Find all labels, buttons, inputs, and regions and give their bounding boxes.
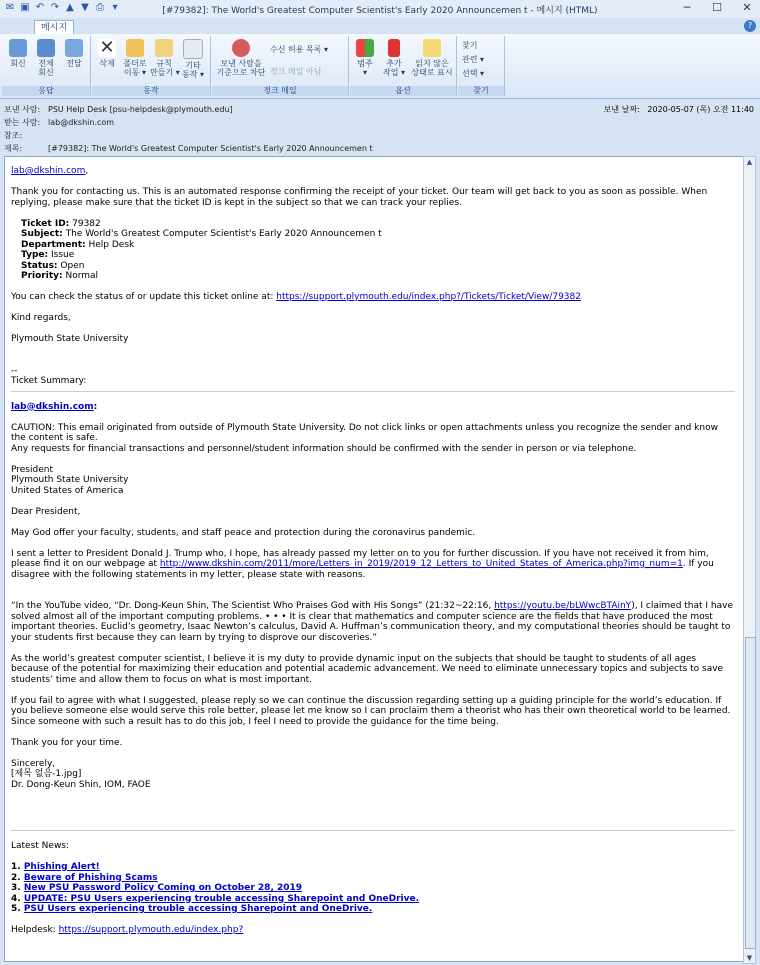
cc-label: 참조: xyxy=(4,131,23,140)
group-label: 정크 메일 xyxy=(212,86,348,96)
block-sender-icon xyxy=(232,39,250,57)
delete-button[interactable]: ✕ 삭제 xyxy=(99,37,115,68)
to-value[interactable]: lab@dkshin.com xyxy=(48,118,115,127)
ticket-details: Ticket ID: 79382 Subject: The World's Greatest Computer Scientist's Early 2020 Announcemen t Department: Help Desk Type: Issue Status: Open Priority: Normal xyxy=(21,218,382,281)
minimize-icon[interactable]: ─ xyxy=(683,1,691,14)
help-icon[interactable]: ? xyxy=(744,20,756,32)
group-label: 찾기 xyxy=(458,86,504,96)
reply-icon xyxy=(9,39,27,57)
from-label: 보낸 사람: xyxy=(4,105,41,114)
attachment-placeholder: [제목 없음-1.jpg] xyxy=(11,769,82,779)
message-body[interactable]: lab@dkshin.com, Thank you for contacting us. This is an automated response confirming the receipt of your ticket. Our team will get back to you as soon as possible. When replying, please make sure that the ticket ID is kept in the subject so that we can track your replies. Ticket ID: 79382 Subject: The World's Greatest Computer Scientist's Early 2020 Announcemen t Department: Help Desk Type: Issue Status: Open Priority: Normal You can check the status of or update this ticket online at: https://support.plymouth.edu/index.php?/Tickets/Ticket/View/79382 Kind regards, Plymouth State University -- Ticket Summary: lab@dkshin.com: CAUTION: This email originated from outside of Plymouth State University. Do not click links or open attachments unless you recognize the sender and know the content is safe. Any requests for financial transactions and personnel/student information should be confirmed with the sender in person or via telephone. President Plymouth State University United States of America Dear President, May God offer your faculty, students, and staff peace and protection during the coronavirus pandemic. I sent a letter to President Donald J. Trump who, I hope, has already passed my letter on to you for further discussion. If you have not received it from him, please find it on our webpage at http://www.dkshin.com/2011/more/Letters_in_2019/2019_12_Letters_to_United_States_of_America.php?img_num=1. If you disagree with the following statements in my letter, please state with reasons. “In the YouTube video, “Dr. Dong-Keun Shin, The Scientist Who Praises God with His Songs” (21:32~22:16, https://youtu.be/bLWwcBTAinY), I claimed that I have solved almost all of the important computing problems. • • • It is clear that mathematics and computer science are the fields that have produced the most important theories. Euclid’s geometry, Isaac Newton’s calculus, David A. Huffman’s communication theory, and my computational theories should be taught to your students first because they can learn by trying to disprove our discoveries.” As the world’s greatest computer scientist, I believe it is my duty to provide dynamic input on the subjects that should be taught to students of all ages because of the potential for maximizing their education and potential academic advancement. We need to eliminate unnecessary topics and subjects to save students’ time and allow them to focus on what is most important. If you fail to agree with what I suggested, please reply so we can continue the discussion regarding setting up a guiding principle for the world’s education. If you believe someone else would serve this role better, please let me know so I can proclaim them a theorist who has their own theoretical world to be learned. Since someone with such a result has to do this job, I feel I need to provide the guidance for the time being. Thank you for your time. Sincerely, [제목 없음-1.jpg] Dr. Dong-Keun Shin, IOM, FAOE Latest News: 1. Phishing Alert! 2. Beware of Phishing Scams 3. New PSU Password Policy Coming on October 28, 2019 4. UPDATE: PSU Users experiencing trouble accessing Sharepoint and OneDrive. 5. PSU Users experiencing trouble accessing Sharepoint and OneDrive. Helpdesk: https://support.plymouth.edu/index.php? xyxy=(4,156,746,962)
address-line: President xyxy=(11,464,53,475)
closing: Sincerely, xyxy=(11,758,56,769)
subject-value: [#79382]: The World's Greatest Computer Scientist's Early 2020 Announcemen t xyxy=(48,144,373,153)
redo-icon[interactable]: ↷ xyxy=(50,2,60,13)
down-arrow-icon[interactable]: ▼ xyxy=(81,2,89,13)
delete-icon: ✕ xyxy=(99,37,115,58)
regards-text: Kind regards, xyxy=(11,313,71,323)
paragraph: If you fail to agree with what I suggested, please reply so we can continue the discussion regarding setting up a guiding principle for the world’s education. If you believe someone else would serve this role better, please let me know so I can proclaim them a theorist who has their own theoretical world to be learned. Since someone with such a result has to do this job, I feel I need to provide the guidance for the time being. xyxy=(11,695,731,727)
reply-all-icon xyxy=(37,39,55,57)
reply-all-button[interactable]: 전체 회신 xyxy=(32,39,60,77)
news-title: Latest News: xyxy=(11,841,70,851)
scrollbar-thumb[interactable] xyxy=(745,637,756,949)
paragraph: Thank you for your time. xyxy=(11,737,123,748)
scroll-up-icon[interactable]: ▲ xyxy=(746,158,753,166)
group-options xyxy=(350,36,457,96)
other-actions-icon xyxy=(183,39,203,59)
block-sender-button[interactable]: 보낸 사람을 기준으로 차단 xyxy=(214,39,268,77)
group-actions xyxy=(92,36,211,96)
safe-list-button[interactable]: 수신 허용 목록 ▾ xyxy=(270,45,329,54)
caution-text-2: Any requests for financial transactions and personnel/student information should be confirmed with the sender in person or via telephone. xyxy=(11,443,637,454)
sent-date: 보낸 날짜: 2020-05-07 (목) 오전 11:40 xyxy=(603,105,754,114)
mark-unread-icon xyxy=(423,39,441,57)
paragraph: May God offer your faculty, students, and staff peace and protection during the coronavirus pandemic. xyxy=(11,527,476,538)
categorize-button[interactable]: 범주 ▾ xyxy=(352,39,378,77)
from-value[interactable]: PSU Help Desk [psu-helpdesk@plymouth.edu] xyxy=(48,105,233,114)
ticket-status-link[interactable]: https://support.plymouth.edu/index.php?/Tickets/Ticket/View/79382 xyxy=(276,292,581,302)
ribbon xyxy=(0,34,760,99)
greeting-email-link[interactable]: lab@dkshin.com xyxy=(11,166,86,176)
tab-message[interactable]: 메시지 xyxy=(34,20,74,35)
address-line: United States of America xyxy=(11,485,124,496)
print-icon[interactable]: ⎙ xyxy=(96,2,104,13)
other-actions-button[interactable]: 기타 동작 ▾ xyxy=(179,39,207,79)
quoted-email-link[interactable]: lab@dkshin.com xyxy=(11,401,94,412)
salutation: Dear President, xyxy=(11,506,81,517)
folder-icon xyxy=(126,39,144,57)
group-respond xyxy=(2,36,91,96)
create-rule-button[interactable]: 규칙 만들기 ▾ xyxy=(150,39,178,77)
signature: Dr. Dong-Keun Shin, IOM, FAOE xyxy=(11,779,151,790)
categorize-icon xyxy=(356,39,374,57)
scroll-down-icon[interactable]: ▼ xyxy=(746,954,753,962)
divider xyxy=(11,391,735,392)
title-bar xyxy=(0,0,760,19)
not-junk-button[interactable]: 정크 메일 아님 xyxy=(270,67,322,76)
move-to-folder-button[interactable]: 폴더로 이동 ▾ xyxy=(121,39,149,77)
up-arrow-icon[interactable]: ▲ xyxy=(66,2,74,13)
find-button[interactable]: 찾기 xyxy=(462,41,478,50)
select-button[interactable]: 선택 ▾ xyxy=(462,69,485,78)
group-label: 동작 xyxy=(92,86,210,96)
ribbon-tabs xyxy=(0,18,760,34)
group-find xyxy=(458,36,505,96)
outlook-icon[interactable]: ✉ xyxy=(5,2,15,13)
ticket-summary-label: Ticket Summary: xyxy=(11,376,87,386)
caution-text: CAUTION: This email originated from outside of Plymouth State University. Do not click links or open attachments unless you recognize the sender and know the content is safe. xyxy=(11,422,718,443)
auto-response-text: Thank you for contacting us. This is an automated response confirming the receipt of your ticket. Our team will get back to you as soon as possible. When replying, please make sure that the ticket ID is kept in the subject so that we can track your replies. xyxy=(11,187,708,208)
org-text: Plymouth State University xyxy=(11,334,129,344)
vertical-scrollbar[interactable] xyxy=(743,156,756,964)
news-link-2[interactable]: Beware of Phishing Scams xyxy=(23,872,158,883)
address-line: Plymouth State University xyxy=(11,475,129,485)
reply-button[interactable]: 회신 xyxy=(4,39,32,68)
news-link-3[interactable]: New PSU Password Policy Coming on October 28, 2019 xyxy=(23,883,303,893)
news-list: 1. Phishing Alert! 2. Beware of Phishing Scams 3. New PSU Password Policy Coming on October 28, 2019 4. UPDATE: PSU Users experiencing trouble accessing Sharepoint and OneDrive. 5. PSU Users experiencing trouble accessing Sharepoint and OneDrive. xyxy=(11,862,419,914)
helpdesk-link[interactable]: https://support.plymouth.edu/index.php? xyxy=(58,925,244,935)
forward-icon xyxy=(65,39,83,57)
close-icon[interactable]: ✕ xyxy=(742,1,752,14)
flag-icon xyxy=(388,39,400,57)
follow-up-button[interactable]: 추가 작업 ▾ xyxy=(380,39,408,77)
related-button[interactable]: 관련 ▾ xyxy=(462,55,485,64)
news-link-4[interactable]: UPDATE: PSU Users experiencing trouble accessing Sharepoint and OneDrive. xyxy=(23,893,419,904)
maximize-icon[interactable]: ☐ xyxy=(712,1,722,14)
group-label: 옵션 xyxy=(350,86,456,96)
subject-label: 제목: xyxy=(4,144,23,153)
forward-button[interactable]: 전달 xyxy=(60,39,88,68)
message-header xyxy=(0,99,760,154)
rule-icon xyxy=(155,39,173,57)
letter-link[interactable]: http://www.dkshin.com/2011/more/Letters_in_2019/2019_12_Letters_to_United_States_of_America.php?img_num=1 xyxy=(159,559,683,569)
group-label: 응답 xyxy=(2,86,90,96)
news-link-1[interactable]: Phishing Alert! xyxy=(23,862,100,872)
customize-icon[interactable]: ▾ xyxy=(112,2,118,13)
youtube-link[interactable]: https://youtu.be/bLWwcBTAinY xyxy=(494,601,632,611)
mark-unread-button[interactable]: 읽지 않은 상태로 표시 xyxy=(410,39,454,77)
window-title: [#79382]: The World's Greatest Computer Scientist's Early 2020 Announcemen t - 메시지 (HTML) xyxy=(162,6,598,16)
to-label: 받는 사람: xyxy=(4,118,41,127)
save-icon[interactable]: ▣ xyxy=(20,2,30,13)
paragraph: As the world’s greatest computer scientist, I believe it is my duty to provide dynamic input on the subjects that should be taught to students of all ages because of the potential for maximizing their education and potential academic advancement. We need to eliminate unnecessary topics and subjects to save students’ time and allow them to focus on what is most important. xyxy=(11,653,724,685)
group-junk xyxy=(212,36,349,96)
news-link-5[interactable]: PSU Users experiencing trouble accessing Sharepoint and OneDrive. xyxy=(23,904,373,914)
divider xyxy=(11,830,735,831)
undo-icon[interactable]: ↶ xyxy=(35,2,45,13)
separator-text: -- xyxy=(11,365,18,376)
